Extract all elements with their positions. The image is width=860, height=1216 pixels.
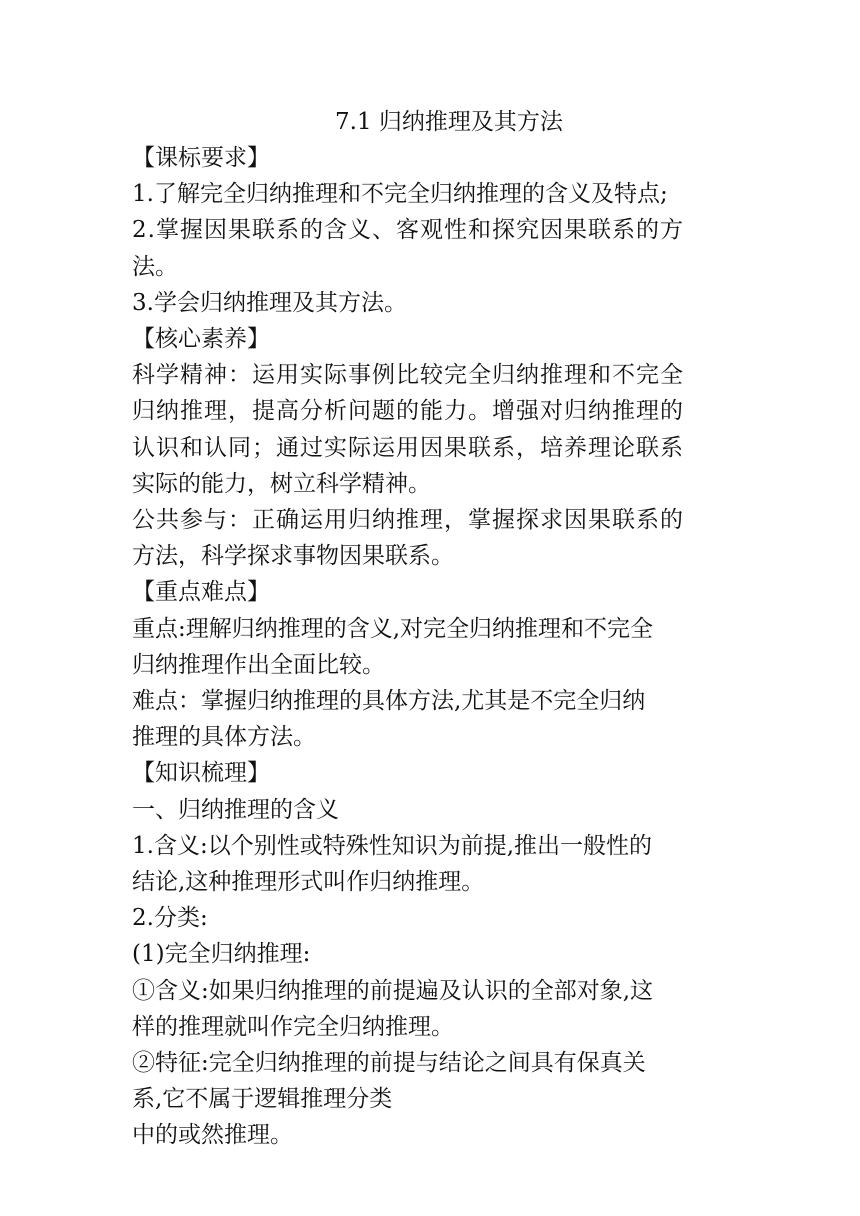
text-line: 结论,这种推理形式叫作归纳推理。: [132, 869, 485, 896]
text-line: 科学精神：运用实际事例比较完全归纳推理和不完全: [132, 362, 684, 389]
text-line: 中的或然推理。: [132, 1122, 293, 1149]
section-heading-curriculum: 【课标要求】: [132, 145, 270, 171]
text-line: 1.了解完全归纳推理和不完全归纳推理的含义及特点;: [132, 181, 668, 208]
text-line: 难点：掌握归纳推理的具体方法,尤其是不完全归纳: [132, 688, 646, 715]
subsection-heading: 一、归纳推理的含义: [132, 796, 339, 823]
text-line: 归纳推理作出全面比较。: [132, 651, 385, 678]
text-line: 推理的具体方法。: [132, 724, 316, 751]
text-line: 法。: [132, 253, 178, 280]
text-line: (1)完全归纳推理:: [132, 941, 311, 968]
section-heading-core-literacy: 【核心素养】: [132, 326, 270, 353]
text-line: ①含义:如果归纳推理的前提遍及认识的全部对象,这: [132, 977, 654, 1004]
text-line: 实际的能力，树立科学精神。: [132, 470, 431, 497]
text-line: 2.分类:: [132, 905, 208, 932]
document-body: [132, 104, 742, 1154]
text-line: 系,它不属于逻辑推理分类: [132, 1086, 393, 1113]
text-line: 归纳推理，提高分析问题的能力。增强对归纳推理的: [132, 398, 684, 425]
section-heading-knowledge: 【知识梳理】: [132, 760, 270, 787]
document-title: 7.1 归纳推理及其方法: [335, 109, 563, 135]
text-line: 1.含义:以个别性或特殊性知识为前提,推出一般性的: [132, 832, 653, 859]
text-line: 认识和认同；通过实际运用因果联系，培养理论联系: [132, 434, 684, 461]
section-heading-key-points: 【重点难点】: [132, 579, 270, 606]
text-line: 公共参与：正确运用归纳推理，掌握探求因果联系的: [132, 507, 684, 534]
text-line: 重点:理解归纳推理的含义,对完全归纳推理和不完全: [132, 615, 654, 642]
text-line: 样的推理就叫作完全归纳推理。: [132, 1013, 454, 1040]
text-line: ②特征:完全归纳推理的前提与结论之间具有保真关: [132, 1050, 646, 1077]
text-line: 2.掌握因果联系的含义、客观性和探究因果联系的方: [132, 217, 684, 244]
text-line: 方法，科学探求事物因果联系。: [132, 543, 454, 570]
text-line: 3.学会归纳推理及其方法。: [132, 289, 407, 316]
